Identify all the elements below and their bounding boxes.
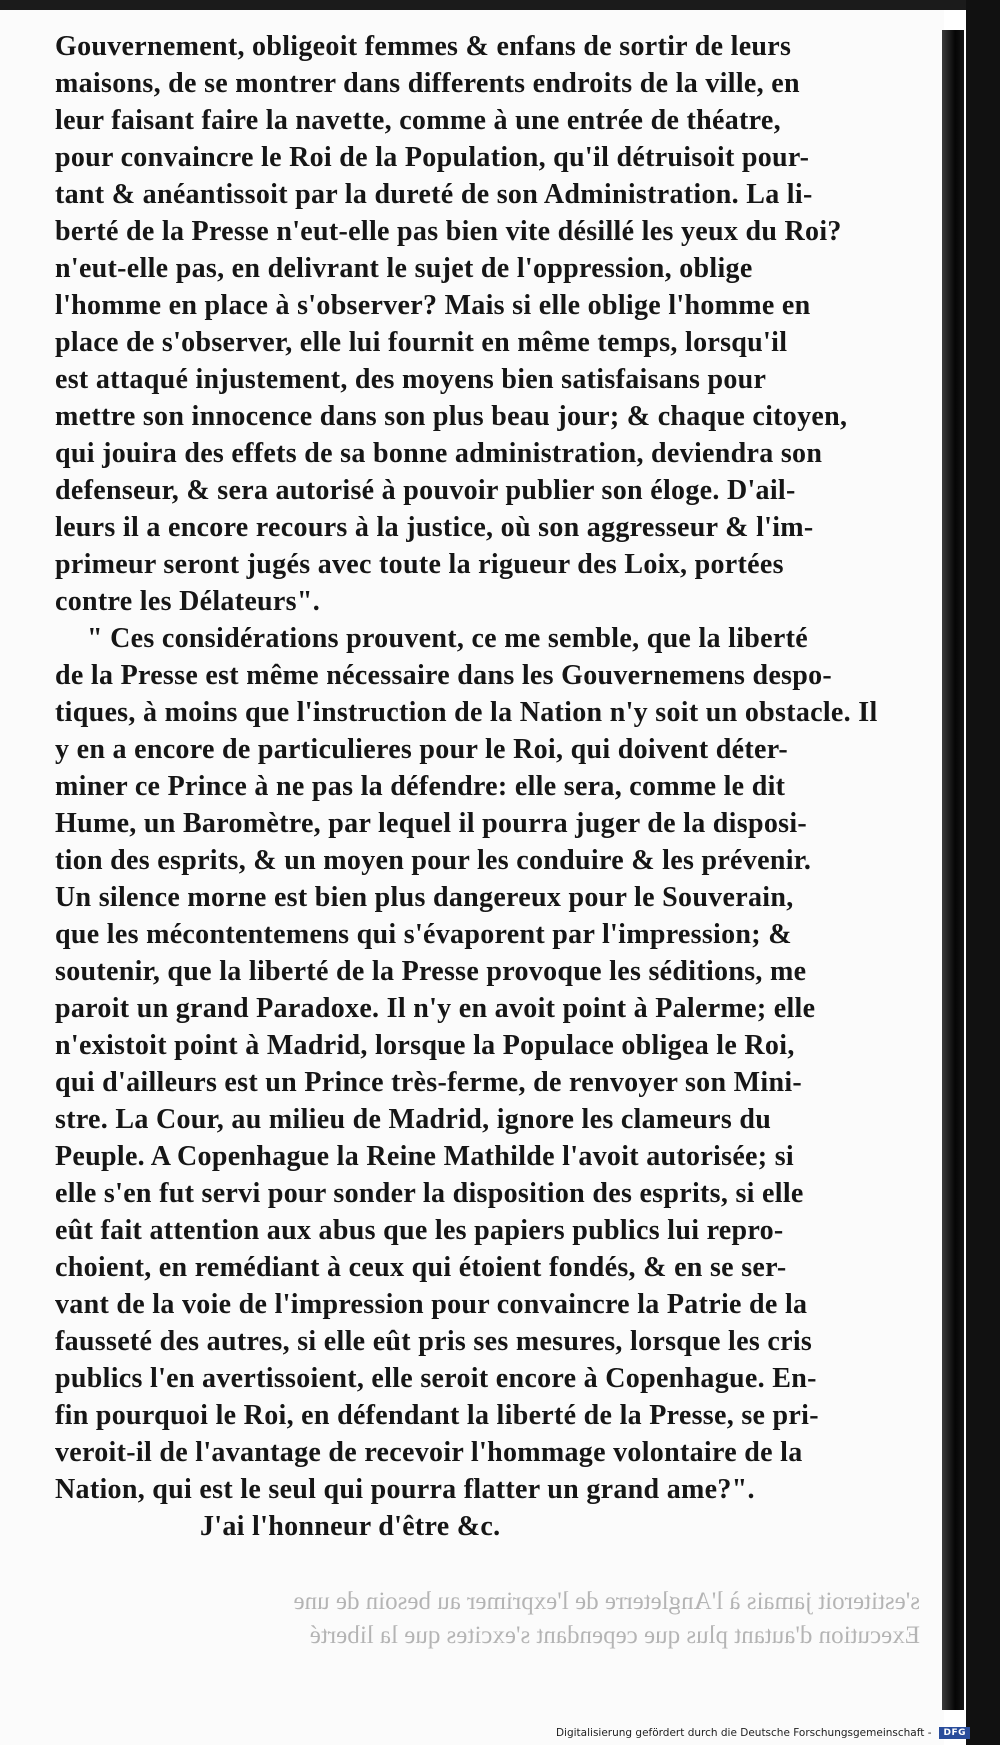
text-line: n'existoit point à Madrid, lorsque la Populace obligea le Roi, bbox=[55, 1030, 795, 1061]
text-line: Hume, un Baromètre, par lequel il pourra juger de la disposi- bbox=[55, 808, 808, 839]
text-line: tant & anéantissoit par la dureté de son Administration. La li- bbox=[55, 179, 813, 210]
text-line: miner ce Prince à ne pas la défendre: elle sera, comme le dit bbox=[55, 771, 786, 802]
text-line: leurs il a encore recours à la justice, où son aggresseur & l'im- bbox=[55, 512, 814, 543]
text-line: est attaqué injustement, des moyens bien satisfaisans pour bbox=[55, 364, 767, 395]
text-line: pour convaincre le Roi de la Population, qu'il détruisoit pour- bbox=[55, 142, 810, 173]
text-line: paroit un grand Paradoxe. Il n'y en avoit point à Palerme; elle bbox=[55, 993, 816, 1024]
text-line: vant de la voie de l'impression pour convaincre la Patrie de la bbox=[55, 1289, 808, 1320]
text-line: de la Presse est même nécessaire dans les Gouvernemens despo- bbox=[55, 660, 833, 691]
text-line: defenseur, & sera autorisé à pouvoir publier son éloge. D'ail- bbox=[55, 475, 796, 506]
text-line: soutenir, que la liberté de la Presse provoque les séditions, me bbox=[55, 956, 807, 987]
text-line: contre les Délateurs". bbox=[55, 586, 320, 617]
text-line: tiques, à moins que l'instruction de la Nation n'y soit un obstacle. Il bbox=[55, 697, 878, 728]
text-line: l'homme en place à s'observer? Mais si elle oblige l'homme en bbox=[55, 290, 811, 321]
text-line: Nation, qui est le seul qui pourra flatter un grand ame?". bbox=[55, 1474, 755, 1505]
text-line: Peuple. A Copenhague la Reine Mathilde l'avoit autorisée; si bbox=[55, 1141, 794, 1172]
body-text bbox=[55, 28, 935, 1545]
text-line: berté de la Presse n'eut-elle pas bien vite désillé les yeux du Roi? bbox=[55, 216, 842, 247]
text-line: Un silence morne est bien plus dangereux pour le Souverain, bbox=[55, 882, 794, 913]
paragraph-start-line: " Ces considérations prouvent, ce me semble, que la liberté bbox=[87, 623, 808, 654]
book-spine bbox=[942, 30, 964, 1710]
bleed-through-text bbox=[40, 1585, 920, 1653]
text-line: n'eut-elle pas, en delivrant le sujet de l'oppression, oblige bbox=[55, 253, 753, 284]
text-line: publics l'en avertissoient, elle seroit encore à Copenhague. En- bbox=[55, 1363, 817, 1394]
text-line: leur faisant faire la navette, comme à une entrée de théatre, bbox=[55, 105, 781, 136]
text-line: qui d'ailleurs est un Prince très-ferme, de renvoyer son Mini- bbox=[55, 1067, 803, 1098]
scanned-page bbox=[0, 10, 944, 1745]
dfg-logo-icon: DFG bbox=[939, 1727, 970, 1739]
text-line: eût fait attention aux abus que les papiers publics lui repro- bbox=[55, 1215, 784, 1246]
digitization-footer bbox=[556, 1727, 970, 1739]
scan-gutter bbox=[966, 0, 1000, 1745]
text-line: stre. La Cour, au milieu de Madrid, ignore les clameurs du bbox=[55, 1104, 772, 1135]
text-line: que les mécontentemens qui s'évaporent par l'impression; & bbox=[55, 919, 792, 950]
text-line: veroit-il de l'avantage de recevoir l'hommage volontaire de la bbox=[55, 1437, 803, 1468]
text-line: Gouvernement, obligeoit femmes & enfans de sortir de leurs bbox=[55, 31, 792, 62]
text-line: fausseté des autres, si elle eût pris ses mesures, lorsque les cris bbox=[55, 1326, 813, 1357]
text-line: maisons, de se montrer dans differents endroits de la ville, en bbox=[55, 68, 800, 99]
text-line: primeur seront jugés avec toute la rigueur des Loix, portées bbox=[55, 549, 784, 580]
text-line: choient, en remédiant à ceux qui étoient fondés, & en se ser- bbox=[55, 1252, 787, 1283]
text-line: elle s'en fut servi pour sonder la disposition des esprits, si elle bbox=[55, 1178, 804, 1209]
text-line: tion des esprits, & un moyen pour les conduire & les prévenir. bbox=[55, 845, 812, 876]
text-line: mettre son innocence dans son plus beau jour; & chaque citoyen, bbox=[55, 401, 848, 432]
text-line: y en a encore de particulieres pour le Roi, qui doivent déter- bbox=[55, 734, 789, 765]
text-line: place de s'observer, elle lui fournit en même temps, lorsqu'il bbox=[55, 327, 788, 358]
bleed-line: Execution d'autant plus que cependant s'excites que la liberté bbox=[309, 1622, 920, 1649]
closing-line: J'ai l'honneur d'être &c. bbox=[200, 1511, 501, 1542]
text-line: fin pourquoi le Roi, en défendant la liberté de la Presse, se pri- bbox=[55, 1400, 819, 1431]
text-line: qui jouira des effets de sa bonne administration, deviendra son bbox=[55, 438, 823, 469]
bleed-line: s'estiteroit jamais à l'Angleterre de l'exprimer au besoin de une bbox=[293, 1588, 920, 1615]
top-edge bbox=[0, 0, 1000, 10]
footer-credit: Digitalisierung gefördert durch die Deutsche Forschungsgemeinschaft - bbox=[555, 1727, 932, 1739]
